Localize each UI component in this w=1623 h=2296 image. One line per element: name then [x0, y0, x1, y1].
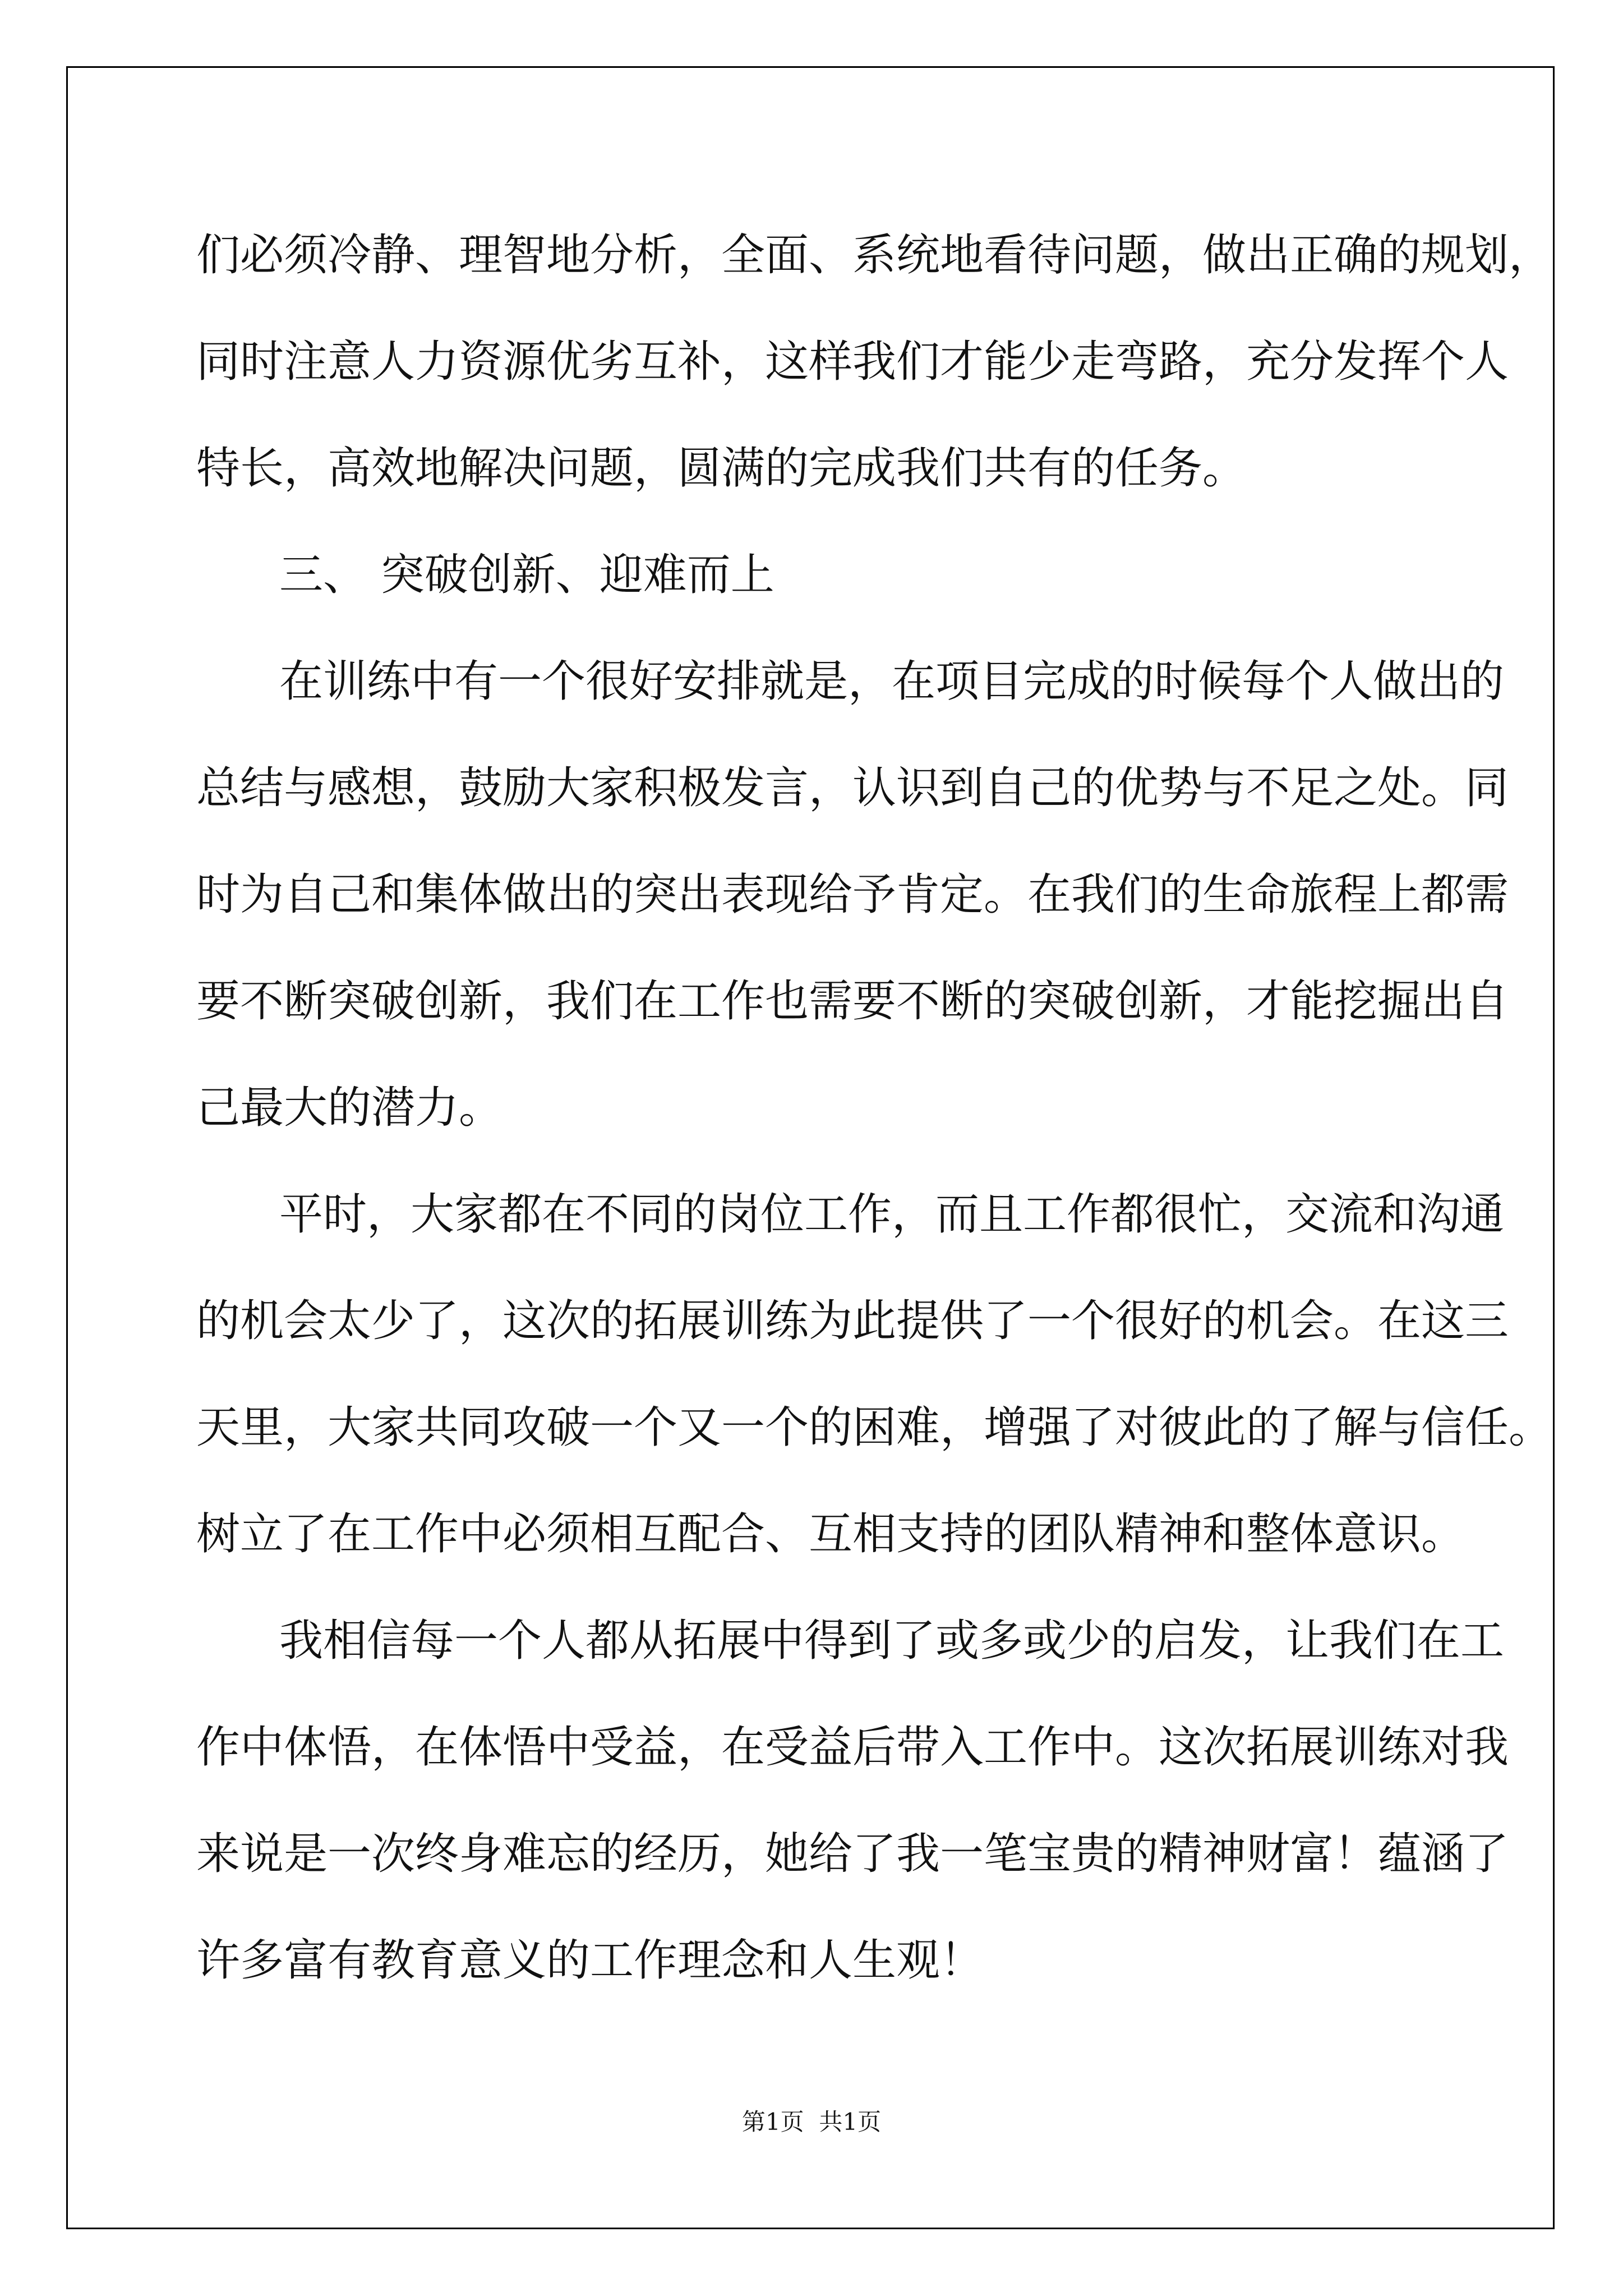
text-line: 来说是一次终身难忘的经历，她给了我一笔宝贵的精神财富！蕴涵了 — [196, 1829, 1509, 1879]
text-line: 我相信每一个人都从拓展中得到了或多或少的启发，让我们在工 — [279, 1616, 1505, 1666]
text-line: 在训练中有一个很好安排就是，在项目完成的时候每个人做出的 — [279, 656, 1505, 707]
text-line: 天里，大家共同攻破一个又一个的困难，增强了对彼此的了解与信任。 — [196, 1402, 1553, 1453]
text-line: 同时注意人力资源优劣互补，这样我们才能少走弯路，充分发挥个人 — [196, 337, 1509, 387]
text-line: 的机会太少了，这次的拓展训练为此提供了一个很好的机会。在这三 — [196, 1296, 1509, 1346]
text-line: 作中体悟，在体悟中受益，在受益后带入工作中。这次拓展训练对我 — [196, 1722, 1509, 1773]
page-footer: 第1页 共1页 — [741, 2108, 882, 2136]
text-line: 许多富有教育意义的工作理念和人生观！ — [196, 1935, 984, 1986]
text-line: 总结与感想，鼓励大家积极发言，认识到自己的优势与不足之处。同 — [196, 763, 1509, 813]
document-body — [196, 202, 1553, 2014]
text-line: 要不断突破创新，我们在工作也需要不断的突破创新，才能挖掘出自 — [196, 976, 1509, 1027]
text-line: 树立了在工作中必须相互配合、互相支持的团队精神和整体意识。 — [196, 1509, 1465, 1559]
text-line: 三、 突破创新、迎难而上 — [279, 550, 774, 600]
text-line: 平时，大家都在不同的岗位工作，而且工作都很忙，交流和沟通 — [279, 1189, 1505, 1240]
text-line: 特长，高效地解决问题，圆满的完成我们共有的任务。 — [196, 443, 1247, 494]
text-line: 们必须冷静、理智地分析，全面、系统地看待问题，做出正确的规划， — [196, 230, 1553, 280]
text-line: 时为自己和集体做出的突出表现给予肯定。在我们的生命旅程上都需 — [196, 869, 1509, 920]
text-line: 己最大的潜力。 — [196, 1083, 503, 1133]
